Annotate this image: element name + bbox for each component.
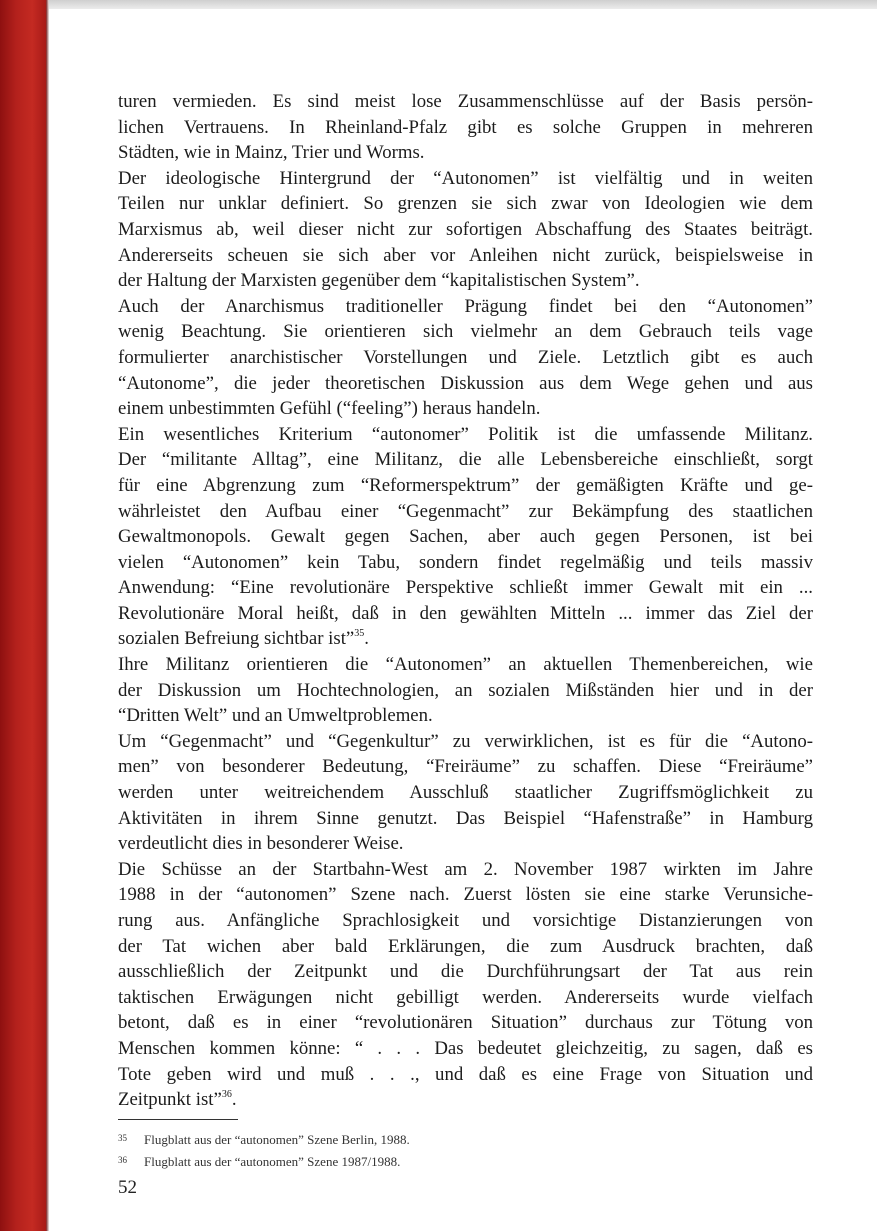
text-line: Marxismus ab, weil dieser nicht zur sofortigen Abschaffung des Staates beiträgt.: [118, 218, 813, 240]
text-line: rung aus. Anfängliche Sprachlosigkeit und vorsichtige Distanzierungen von: [118, 910, 813, 931]
text-line: einem unbestimmten Gefühl (“feeling”) heraus handeln.: [118, 398, 541, 420]
text-line: für eine Abgrenzung zum “Reformerspektrum” der gemäßigten Kräfte und ge-: [118, 474, 813, 496]
body-text: [118, 89, 813, 1113]
text-line: Um “Gegenmacht” und “Gegenkultur” zu verwirklichen, ist es für die “Autono-: [118, 730, 813, 752]
text-line: sozialen Befreiung sichtbar ist”$^{35}$.: [118, 628, 369, 650]
text-line: der Haltung der Marxisten gegenüber dem “kapitalistischen System”.: [118, 270, 640, 292]
text-line: formulierter anarchistischer Vorstellungen und Ziele. Letztlich gibt es auch: [118, 346, 813, 368]
text-line: turen vermieden. Es sind meist lose Zusammenschlüsse auf der Basis persön-: [118, 91, 813, 112]
binding-shadow: [46, 0, 49, 1231]
text-line: Der ideologische Hintergrund der “Autonomen” ist vielfältig und in weiten: [118, 167, 813, 189]
text-line: währleistet den Aufbau einer “Gegenmacht” zur Bekämpfung des staatlichen: [118, 500, 813, 522]
text-line: Anwendung: “Eine revolutionäre Perspektive schließt immer Gewalt mit ein ...: [118, 577, 813, 599]
footnote: [118, 1150, 718, 1172]
footnote-mark: 36: [118, 1155, 127, 1165]
text-line: Die Schüsse an der Startbahn-West am 2. November 1987 wirkten im Jahre: [118, 858, 813, 880]
text-line-content: sozialen Befreiung sichtbar ist”: [118, 628, 355, 650]
text-line: der Diskussion um Hochtechnologien, an sozialen Mißständen hier und in der: [118, 679, 813, 701]
text-line: Der “militante Alltag”, eine Militanz, die alle Lebensbereiche einschließt, sorgt: [118, 449, 813, 471]
footnote-text: Flugblatt aus der “autonomen” Szene Berlin, 1988.: [144, 1132, 410, 1147]
text-line: men” von besonderer Bedeutung, “Freiräume” zu schaffen. Diese “Freiräume”: [118, 756, 813, 778]
page-top-edge: [0, 0, 877, 9]
paragraph: [118, 652, 813, 729]
text-line: “Dritten Welt” und an Umweltproblemen.: [118, 705, 433, 727]
paragraph: [118, 294, 813, 422]
paragraph: [118, 422, 813, 652]
paragraph: [118, 89, 813, 166]
text-line: vielen “Autonomen” kein Tabu, sondern findet regelmäßig und teils massiv: [118, 551, 813, 573]
footnote-mark: 35: [118, 1133, 127, 1143]
text-line: werden unter weitreichendem Ausschluß staatlicher Zugriffsmöglichkeit zu: [118, 782, 813, 804]
footnote-divider: [118, 1119, 238, 1120]
text-line: 1988 in der “autonomen” Szene nach. Zuerst lösten sie eine starke Verunsiche-: [118, 884, 813, 906]
paragraph: [118, 729, 813, 857]
text-line: “Autonome”, die jeder theoretischen Diskussion aus dem Wege gehen und aus: [118, 372, 813, 394]
text-line-content: Zeitpunkt ist”: [118, 1089, 222, 1111]
text-line: der Tat wichen aber bald Erklärungen, die zum Ausdruck brachten, daß: [118, 935, 813, 957]
footnote-reference: 35: [354, 628, 365, 640]
text-line: Aktivitäten in ihrem Sinne genutzt. Das Beispiel “Hafenstraße” in Hamburg: [118, 807, 813, 829]
text-line: Revolutionäre Moral heißt, daß in den gewählten Mitteln ... immer das Ziel der: [118, 602, 813, 624]
text-line: wenig Beachtung. Sie orientieren sich vielmehr an dem Gebrauch teils vage: [118, 321, 813, 343]
text-line: Ihre Militanz orientieren die “Autonomen” an aktuellen Themenbereichen, wie: [118, 654, 813, 676]
text-line: Teilen nur unklar definiert. So grenzen sie sich zwar von Ideologien wie dem: [118, 193, 813, 215]
text-line: Auch der Anarchismus traditioneller Prägung findet bei den “Autonomen”: [118, 295, 813, 317]
paragraph: [118, 857, 813, 1113]
text-line: Menschen kommen könne: “ . . . Das bedeutet gleichzeitig, zu sagen, daß es: [118, 1037, 813, 1059]
paragraph: [118, 166, 813, 294]
footnote-reference: 36: [221, 1089, 232, 1101]
text-line: Andererseits scheuen sie sich aber vor Anleihen nicht zurück, beispielsweise in: [118, 244, 813, 266]
footnote: [118, 1128, 718, 1150]
text-line: Zeitpunkt ist”$^{36}$.: [118, 1089, 237, 1111]
text-line: Städten, wie in Mainz, Trier und Worms.: [118, 142, 425, 164]
text-line: Tote geben wird und muß . . ., und daß es eine Frage von Situation und: [118, 1063, 813, 1085]
text-line: Ein wesentliches Kriterium “autonomer” Politik ist die umfassende Militanz.: [118, 423, 813, 445]
book-spine-binding: [0, 0, 46, 1231]
text-line: Gewaltmonopols. Gewalt gegen Sachen, aber auch gegen Personen, ist bei: [118, 526, 813, 548]
text-line: verdeutlicht dies in besonderer Weise.: [118, 833, 404, 855]
text-line: taktischen Erwägungen nicht gebilligt werden. Andererseits wurde vielfach: [118, 986, 813, 1008]
footnotes: [118, 1128, 718, 1172]
page-number: 52: [118, 1177, 137, 1198]
text-line: betont, daß es in einer “revolutionären Situation” durchaus zur Tötung von: [118, 1012, 813, 1034]
text-line: ausschließlich der Zeitpunkt und die Durchführungsart der Tat aus rein: [118, 961, 813, 983]
footnote-text: Flugblatt aus der “autonomen” Szene 1987/1988.: [144, 1154, 401, 1169]
text-line: lichen Vertrauens. In Rheinland-Pfalz gibt es solche Gruppen in mehreren: [118, 116, 813, 138]
